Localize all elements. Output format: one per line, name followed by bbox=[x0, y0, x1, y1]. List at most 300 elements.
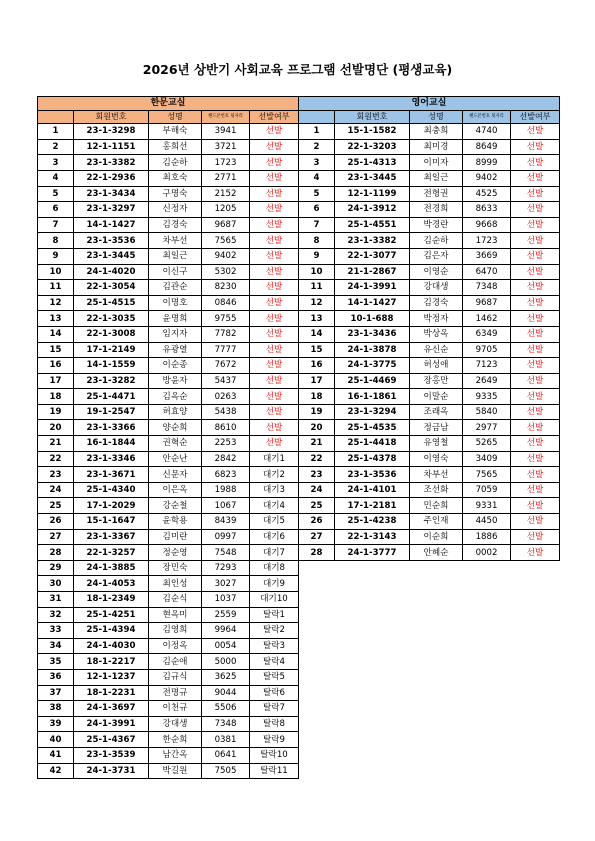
member-id: 25-1-4515 bbox=[74, 295, 149, 311]
selection-status: 선발 bbox=[511, 326, 560, 342]
phone-last4: 1988 bbox=[202, 482, 250, 498]
member-name: 부해숙 bbox=[149, 124, 202, 140]
member-id: 14-1-1427 bbox=[74, 217, 149, 233]
phone-last4: 8633 bbox=[463, 202, 511, 218]
member-name: 전형권 bbox=[410, 186, 463, 202]
table-row bbox=[299, 342, 560, 358]
phone-last4: 9687 bbox=[202, 217, 250, 233]
right-class-table bbox=[298, 96, 560, 561]
row-no: 9 bbox=[38, 248, 74, 264]
member-name: 전경희 bbox=[410, 202, 463, 218]
phone-last4: 7782 bbox=[202, 326, 250, 342]
row-no: 20 bbox=[299, 420, 335, 436]
selection-status: 선발 bbox=[511, 186, 560, 202]
phone-last4: 6823 bbox=[202, 467, 250, 483]
table-row bbox=[38, 623, 299, 639]
selection-status: 선발 bbox=[511, 202, 560, 218]
member-id: 21-1-2867 bbox=[335, 264, 410, 280]
selection-status: 선발 bbox=[250, 326, 299, 342]
table-row bbox=[38, 560, 299, 576]
phone-header-label: 핸드폰번호 뒷자리 bbox=[208, 114, 243, 120]
table-row bbox=[299, 451, 560, 467]
member-name: 허효양 bbox=[149, 404, 202, 420]
member-id: 24-1-4101 bbox=[335, 482, 410, 498]
phone-last4: 7565 bbox=[463, 467, 511, 483]
member-id: 19-1-2547 bbox=[74, 404, 149, 420]
phone-last4: 2152 bbox=[202, 186, 250, 202]
selection-status: 탈락11 bbox=[250, 763, 299, 779]
member-name: 현옥미 bbox=[149, 607, 202, 623]
member-name: 박경란 bbox=[410, 217, 463, 233]
member-name: 남간옥 bbox=[149, 747, 202, 763]
row-no: 34 bbox=[38, 638, 74, 654]
member-name: 안순난 bbox=[149, 451, 202, 467]
row-no: 11 bbox=[38, 280, 74, 296]
member-name: 박길원 bbox=[149, 763, 202, 779]
row-no: 1 bbox=[38, 124, 74, 140]
selection-status: 선발 bbox=[250, 202, 299, 218]
selection-status: 선발 bbox=[250, 404, 299, 420]
member-id-header: 회원번호 bbox=[335, 110, 410, 124]
member-id: 22-1-3257 bbox=[74, 545, 149, 561]
phone-last4: 0846 bbox=[202, 295, 250, 311]
selection-status: 선발 bbox=[250, 124, 299, 140]
status-header: 선발여부 bbox=[250, 110, 299, 124]
table-row bbox=[38, 763, 299, 779]
table-row bbox=[299, 139, 560, 155]
table-row bbox=[299, 155, 560, 171]
table-row bbox=[299, 280, 560, 296]
selection-status: 선발 bbox=[511, 514, 560, 530]
table-row bbox=[38, 186, 299, 202]
selection-status: 대기6 bbox=[250, 529, 299, 545]
phone-last4: 0263 bbox=[202, 389, 250, 405]
table-row bbox=[299, 467, 560, 483]
row-no: 13 bbox=[38, 311, 74, 327]
phone-last4: 1205 bbox=[202, 202, 250, 218]
table-row bbox=[38, 389, 299, 405]
row-no: 9 bbox=[299, 248, 335, 264]
member-name: 김은자 bbox=[410, 248, 463, 264]
member-name: 강순철 bbox=[149, 498, 202, 514]
member-name: 김미란 bbox=[149, 529, 202, 545]
row-no: 15 bbox=[299, 342, 335, 358]
phone-last4: 9668 bbox=[463, 217, 511, 233]
table-row bbox=[299, 233, 560, 249]
selection-status: 선발 bbox=[511, 529, 560, 545]
selection-status: 선발 bbox=[511, 389, 560, 405]
table-row bbox=[38, 233, 299, 249]
member-name: 이신구 bbox=[149, 264, 202, 280]
phone-last4: 5438 bbox=[202, 404, 250, 420]
table-row bbox=[38, 451, 299, 467]
left-class-table bbox=[37, 96, 299, 779]
row-no: 6 bbox=[299, 202, 335, 218]
row-no: 17 bbox=[38, 373, 74, 389]
row-no: 28 bbox=[38, 545, 74, 561]
row-no: 21 bbox=[38, 436, 74, 452]
member-id: 22-1-3054 bbox=[74, 280, 149, 296]
member-id: 23-1-3539 bbox=[74, 747, 149, 763]
member-id: 23-1-3282 bbox=[74, 373, 149, 389]
selection-status: 선발 bbox=[511, 498, 560, 514]
member-id: 15-1-1647 bbox=[74, 514, 149, 530]
selection-status: 선발 bbox=[511, 170, 560, 186]
table-row bbox=[299, 311, 560, 327]
selection-status: 선발 bbox=[250, 217, 299, 233]
member-name: 이영순 bbox=[410, 264, 463, 280]
member-id: 25-1-4418 bbox=[335, 436, 410, 452]
phone-last4: 9402 bbox=[463, 170, 511, 186]
member-name: 강대생 bbox=[410, 280, 463, 296]
phone-last4: 1886 bbox=[463, 529, 511, 545]
member-name: 이미자 bbox=[410, 155, 463, 171]
row-no: 35 bbox=[38, 654, 74, 670]
member-name: 김관순 bbox=[149, 280, 202, 296]
row-no: 19 bbox=[38, 404, 74, 420]
selection-status: 선발 bbox=[511, 482, 560, 498]
member-name: 허성애 bbox=[410, 358, 463, 374]
row-no: 2 bbox=[38, 139, 74, 155]
phone-last4: 7672 bbox=[202, 358, 250, 374]
row-no: 23 bbox=[299, 467, 335, 483]
phone-last4: 4740 bbox=[463, 124, 511, 140]
selection-status: 선발 bbox=[250, 358, 299, 374]
phone-header bbox=[463, 110, 511, 124]
table-row bbox=[299, 498, 560, 514]
table-row bbox=[38, 139, 299, 155]
selection-status: 선발 bbox=[511, 295, 560, 311]
member-name: 유광열 bbox=[149, 342, 202, 358]
member-name: 유신순 bbox=[410, 342, 463, 358]
phone-last4: 0054 bbox=[202, 638, 250, 654]
phone-last4: 9335 bbox=[463, 389, 511, 405]
class-header-row bbox=[38, 97, 299, 111]
member-name: 이명호 bbox=[149, 295, 202, 311]
member-id: 23-1-3671 bbox=[74, 467, 149, 483]
table-row bbox=[38, 669, 299, 685]
member-name: 최충희 bbox=[410, 124, 463, 140]
member-id: 25-1-4367 bbox=[74, 732, 149, 748]
phone-last4: 4450 bbox=[463, 514, 511, 530]
phone-last4: 2649 bbox=[463, 373, 511, 389]
table-row bbox=[38, 498, 299, 514]
selection-status: 선발 bbox=[511, 373, 560, 389]
phone-last4: 0997 bbox=[202, 529, 250, 545]
selection-status: 대기10 bbox=[250, 592, 299, 608]
table-row bbox=[38, 436, 299, 452]
member-id: 22-1-3077 bbox=[335, 248, 410, 264]
phone-last4: 9755 bbox=[202, 311, 250, 327]
table-row bbox=[299, 217, 560, 233]
row-no: 21 bbox=[299, 436, 335, 452]
row-no: 38 bbox=[38, 701, 74, 717]
member-name: 정순영 bbox=[149, 545, 202, 561]
table-row bbox=[38, 373, 299, 389]
member-id: 25-1-4378 bbox=[335, 451, 410, 467]
phone-last4: 3721 bbox=[202, 139, 250, 155]
table-row bbox=[38, 607, 299, 623]
phone-last4: 1723 bbox=[463, 233, 511, 249]
phone-last4: 0381 bbox=[202, 732, 250, 748]
member-id: 14-1-1559 bbox=[74, 358, 149, 374]
row-no: 3 bbox=[38, 155, 74, 171]
phone-last4: 9705 bbox=[463, 342, 511, 358]
phone-last4: 3669 bbox=[463, 248, 511, 264]
member-name: 이천규 bbox=[149, 701, 202, 717]
member-id: 16-1-1844 bbox=[74, 436, 149, 452]
member-name: 이은옥 bbox=[149, 482, 202, 498]
phone-last4: 1462 bbox=[463, 311, 511, 327]
member-id: 25-1-4340 bbox=[74, 482, 149, 498]
phone-last4: 3409 bbox=[463, 451, 511, 467]
member-name: 김규식 bbox=[149, 669, 202, 685]
phone-last4: 6349 bbox=[463, 326, 511, 342]
member-id: 23-1-3298 bbox=[74, 124, 149, 140]
table-row bbox=[299, 186, 560, 202]
member-id: 24-1-3991 bbox=[74, 716, 149, 732]
selection-status: 선발 bbox=[250, 139, 299, 155]
row-no: 3 bbox=[299, 155, 335, 171]
table-row bbox=[38, 482, 299, 498]
phone-last4: 3027 bbox=[202, 576, 250, 592]
table-row bbox=[299, 202, 560, 218]
member-id: 22-1-3143 bbox=[335, 529, 410, 545]
member-name: 김경숙 bbox=[149, 217, 202, 233]
member-id: 24-1-4030 bbox=[74, 638, 149, 654]
phone-last4: 1067 bbox=[202, 498, 250, 514]
table-row bbox=[299, 124, 560, 140]
selection-status: 선발 bbox=[511, 155, 560, 171]
member-id: 25-1-4313 bbox=[335, 155, 410, 171]
selection-status: 선발 bbox=[250, 420, 299, 436]
member-name: 장민숙 bbox=[149, 560, 202, 576]
member-name: 이정옥 bbox=[149, 638, 202, 654]
member-name: 정금남 bbox=[410, 420, 463, 436]
member-id: 24-1-4020 bbox=[74, 264, 149, 280]
selection-status: 탈락6 bbox=[250, 685, 299, 701]
member-id: 23-1-3294 bbox=[335, 404, 410, 420]
no-header bbox=[299, 110, 335, 124]
table-row bbox=[38, 202, 299, 218]
row-no: 1 bbox=[299, 124, 335, 140]
member-id: 23-1-3434 bbox=[74, 186, 149, 202]
member-id: 10-1-688 bbox=[335, 311, 410, 327]
class-name: 한문교실 bbox=[38, 97, 299, 111]
member-id: 23-1-3382 bbox=[335, 233, 410, 249]
member-name: 윤학용 bbox=[149, 514, 202, 530]
member-name: 안혜순 bbox=[410, 545, 463, 561]
selection-status: 선발 bbox=[250, 170, 299, 186]
table-row bbox=[38, 654, 299, 670]
selection-status: 탈락2 bbox=[250, 623, 299, 639]
table-row bbox=[299, 358, 560, 374]
row-no: 10 bbox=[299, 264, 335, 280]
member-id: 17-1-2149 bbox=[74, 342, 149, 358]
member-id: 25-1-4471 bbox=[74, 389, 149, 405]
phone-last4: 5840 bbox=[463, 404, 511, 420]
selection-status: 선발 bbox=[250, 280, 299, 296]
row-no: 5 bbox=[38, 186, 74, 202]
member-name: 최호숙 bbox=[149, 170, 202, 186]
table-row bbox=[299, 404, 560, 420]
member-name: 최일근 bbox=[410, 170, 463, 186]
selection-status: 선발 bbox=[511, 404, 560, 420]
member-name: 김순하 bbox=[410, 233, 463, 249]
table-row bbox=[299, 529, 560, 545]
phone-last4: 6470 bbox=[463, 264, 511, 280]
member-name: 박정자 bbox=[410, 311, 463, 327]
status-header: 선발여부 bbox=[511, 110, 560, 124]
table-row bbox=[38, 592, 299, 608]
member-id: 22-1-3008 bbox=[74, 326, 149, 342]
member-name: 주인재 bbox=[410, 514, 463, 530]
selection-status: 선발 bbox=[511, 342, 560, 358]
phone-last4: 7505 bbox=[202, 763, 250, 779]
row-no: 15 bbox=[38, 342, 74, 358]
selection-status: 대기8 bbox=[250, 560, 299, 576]
phone-last4: 5302 bbox=[202, 264, 250, 280]
table-row bbox=[299, 248, 560, 264]
row-no: 12 bbox=[299, 295, 335, 311]
phone-last4: 9044 bbox=[202, 685, 250, 701]
selection-status: 선발 bbox=[250, 264, 299, 280]
selection-status: 선발 bbox=[511, 233, 560, 249]
row-no: 18 bbox=[299, 389, 335, 405]
phone-last4: 1037 bbox=[202, 592, 250, 608]
phone-last4: 8610 bbox=[202, 420, 250, 436]
row-no: 39 bbox=[38, 716, 74, 732]
table-row bbox=[299, 545, 560, 561]
selection-status: 선발 bbox=[511, 248, 560, 264]
member-id: 22-1-3035 bbox=[74, 311, 149, 327]
phone-last4: 4525 bbox=[463, 186, 511, 202]
phone-last4: 7348 bbox=[463, 280, 511, 296]
table-row bbox=[38, 326, 299, 342]
member-name: 김순하 bbox=[149, 155, 202, 171]
table-row bbox=[38, 342, 299, 358]
selection-status: 탈락3 bbox=[250, 638, 299, 654]
table-row bbox=[299, 264, 560, 280]
member-id: 12-1-1151 bbox=[74, 139, 149, 155]
row-no: 40 bbox=[38, 732, 74, 748]
member-name: 권혁순 bbox=[149, 436, 202, 452]
table-row bbox=[38, 638, 299, 654]
table-row bbox=[38, 467, 299, 483]
selection-status: 선발 bbox=[250, 233, 299, 249]
row-no: 27 bbox=[38, 529, 74, 545]
row-no: 6 bbox=[38, 202, 74, 218]
member-name: 구명숙 bbox=[149, 186, 202, 202]
name-header: 성명 bbox=[410, 110, 463, 124]
phone-last4: 7348 bbox=[202, 716, 250, 732]
phone-last4: 2559 bbox=[202, 607, 250, 623]
phone-last4: 9402 bbox=[202, 248, 250, 264]
member-id: 25-1-4251 bbox=[74, 607, 149, 623]
row-no: 11 bbox=[299, 280, 335, 296]
member-name: 신정자 bbox=[149, 202, 202, 218]
row-no: 25 bbox=[38, 498, 74, 514]
table-row bbox=[38, 280, 299, 296]
member-id: 25-1-4551 bbox=[335, 217, 410, 233]
member-name: 유영철 bbox=[410, 436, 463, 452]
member-id: 25-1-4469 bbox=[335, 373, 410, 389]
row-no: 5 bbox=[299, 186, 335, 202]
row-no: 13 bbox=[299, 311, 335, 327]
row-no: 29 bbox=[38, 560, 74, 576]
phone-last4: 8230 bbox=[202, 280, 250, 296]
selection-status: 선발 bbox=[511, 420, 560, 436]
row-no: 8 bbox=[38, 233, 74, 249]
member-id: 24-1-3991 bbox=[335, 280, 410, 296]
member-id: 23-1-3346 bbox=[74, 451, 149, 467]
selection-status: 탈락5 bbox=[250, 669, 299, 685]
member-name: 신문자 bbox=[149, 467, 202, 483]
selection-status: 선발 bbox=[250, 248, 299, 264]
phone-header bbox=[202, 110, 250, 124]
table-row bbox=[38, 529, 299, 545]
class-name: 영어교실 bbox=[299, 97, 560, 111]
member-id: 24-1-3731 bbox=[74, 763, 149, 779]
table-row bbox=[38, 701, 299, 717]
selection-status: 선발 bbox=[511, 280, 560, 296]
phone-last4: 7059 bbox=[463, 482, 511, 498]
selection-status: 선발 bbox=[511, 124, 560, 140]
selection-status: 대기3 bbox=[250, 482, 299, 498]
table-row bbox=[299, 389, 560, 405]
selection-status: 선발 bbox=[250, 155, 299, 171]
row-no: 23 bbox=[38, 467, 74, 483]
member-id: 12-1-1237 bbox=[74, 669, 149, 685]
table-row bbox=[38, 420, 299, 436]
table-row bbox=[38, 311, 299, 327]
phone-last4: 5506 bbox=[202, 701, 250, 717]
member-name: 강대생 bbox=[149, 716, 202, 732]
member-id: 18-1-2231 bbox=[74, 685, 149, 701]
row-no: 26 bbox=[299, 514, 335, 530]
table-row bbox=[38, 170, 299, 186]
member-name: 한순희 bbox=[149, 732, 202, 748]
table-row bbox=[38, 514, 299, 530]
row-no: 16 bbox=[38, 358, 74, 374]
table-row bbox=[299, 420, 560, 436]
member-name: 이순종 bbox=[149, 358, 202, 374]
member-name: 박상옥 bbox=[410, 326, 463, 342]
member-name: 임지자 bbox=[149, 326, 202, 342]
row-no: 8 bbox=[299, 233, 335, 249]
phone-header-label: 핸드폰번호 뒷자리 bbox=[469, 114, 504, 120]
selection-status: 선발 bbox=[511, 264, 560, 280]
row-no: 31 bbox=[38, 592, 74, 608]
phone-last4: 7565 bbox=[202, 233, 250, 249]
member-name: 조래옥 bbox=[410, 404, 463, 420]
member-id: 15-1-1582 bbox=[335, 124, 410, 140]
selection-status: 대기5 bbox=[250, 514, 299, 530]
row-no: 10 bbox=[38, 264, 74, 280]
member-id: 22-1-3203 bbox=[335, 139, 410, 155]
selection-status: 대기9 bbox=[250, 576, 299, 592]
row-no: 14 bbox=[299, 326, 335, 342]
selection-status: 선발 bbox=[250, 295, 299, 311]
member-id: 23-1-3297 bbox=[74, 202, 149, 218]
member-id: 18-1-2349 bbox=[74, 592, 149, 608]
table-row bbox=[38, 295, 299, 311]
member-name: 김경숙 bbox=[410, 295, 463, 311]
phone-last4: 1723 bbox=[202, 155, 250, 171]
member-id: 25-1-4394 bbox=[74, 623, 149, 639]
selection-status: 선발 bbox=[511, 139, 560, 155]
column-header-row bbox=[38, 110, 299, 124]
